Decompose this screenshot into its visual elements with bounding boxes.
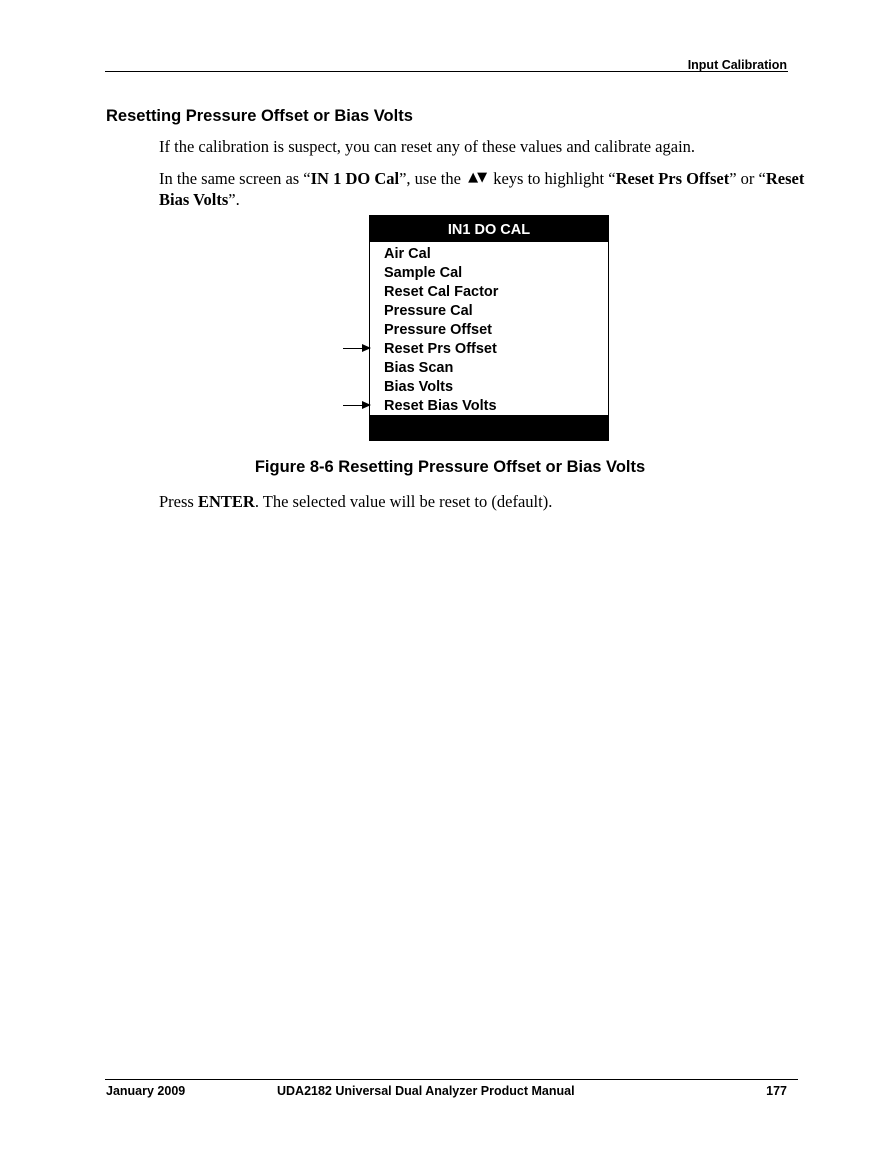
enter-paragraph — [159, 491, 552, 512]
para3-text-2: . The selected value will be reset to (default). — [254, 492, 553, 511]
intro-paragraph: If the calibration is suspect, you can reset any of these values and calibrate again. — [159, 137, 696, 156]
enter-key-ref: ENTER — [197, 492, 255, 511]
reset-bias-volts-ref: Reset Bias Volts — [159, 169, 805, 209]
instruction-paragraph — [159, 167, 809, 210]
pointer-arrow-icon — [343, 348, 370, 349]
menu-item-reset-prs-offset[interactable]: Reset Prs Offset — [384, 341, 497, 357]
page-number: 177 — [766, 1084, 787, 1098]
para2-text-5: ”. — [228, 190, 240, 209]
menu-item-air-cal[interactable]: Air Cal — [384, 246, 431, 262]
menu-item-pressure-cal[interactable]: Pressure Cal — [384, 303, 473, 319]
screen-title: IN1 DO CAL — [370, 216, 608, 242]
footer-manual-title: UDA2182 Universal Dual Analyzer Product Manual — [277, 1084, 575, 1098]
menu-item-bias-scan[interactable]: Bias Scan — [384, 360, 454, 376]
menu-item-pressure-offset[interactable]: Pressure Offset — [384, 322, 492, 338]
screen-menu — [384, 245, 498, 416]
up-down-arrow-keys-icon: ▲▼ — [468, 170, 487, 185]
menu-item-sample-cal[interactable]: Sample Cal — [384, 265, 463, 281]
header-rule — [105, 71, 788, 72]
menu-item-reset-cal-factor[interactable]: Reset Cal Factor — [384, 284, 499, 300]
footer-rule — [105, 1079, 798, 1080]
running-header: Input Calibration — [687, 58, 787, 72]
para2-text-1: In the same screen as “ — [159, 169, 311, 188]
footer-date: January 2009 — [106, 1084, 186, 1098]
screen-name-ref: IN 1 DO Cal — [310, 169, 400, 188]
para2-text-3: keys to highlight “ — [493, 169, 616, 188]
screen-footer-bar — [370, 415, 608, 440]
menu-item-reset-bias-volts[interactable]: Reset Bias Volts — [384, 398, 497, 414]
pointer-arrow-icon — [343, 405, 370, 406]
para3-text-1: Press — [159, 492, 198, 511]
section-heading: Resetting Pressure Offset or Bias Volts — [106, 107, 413, 125]
device-screen — [369, 215, 609, 441]
reset-prs-offset-ref: Reset Prs Offset — [615, 169, 730, 188]
menu-item-bias-volts[interactable]: Bias Volts — [384, 379, 454, 395]
para2-text-4: ” or “ — [729, 169, 766, 188]
figure-caption: Figure 8-6 Resetting Pressure Offset or Bias Volts — [254, 458, 646, 476]
para2-text-2: ”, use the — [399, 169, 461, 188]
